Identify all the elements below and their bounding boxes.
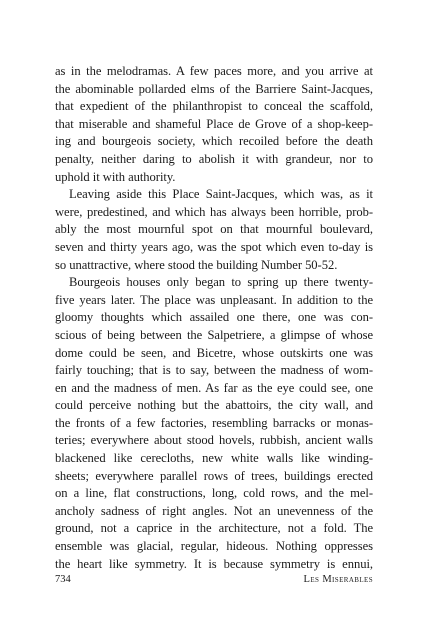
text-line: ground, not a caprice in the architecture, not a fold. The <box>55 521 373 536</box>
text-line: seven and thirty years ago, was the spot which even to-day is <box>55 239 373 254</box>
text-line: the fronts of a few factories, resembling barracks or monas- <box>55 415 373 430</box>
text-line: as in the melodramas. A few paces more, and you arrive at <box>55 64 373 78</box>
text-line: dome could be seen, and Bicetre, whose outskirts one was <box>55 345 373 360</box>
text-line: ing and bourgeois society, which recoiled before the death <box>55 134 373 149</box>
text-line: blackened like cerecloths, new white walls like winding- <box>55 451 373 466</box>
page-number: 734 <box>55 574 71 585</box>
text-line: en and the madness of men. As far as the eye could see, one <box>55 380 373 395</box>
text-line: five years later. The place was unpleasant. In addition to the <box>55 292 373 307</box>
text-line: on a line, flat constructions, long, cold rows, and the mel- <box>55 486 373 501</box>
page-footer <box>55 574 373 588</box>
text-line: ably the most mournful spot on that mournful boulevard, <box>55 222 373 237</box>
text-line: penalty, neither daring to abolish it with grandeur, nor to <box>55 151 373 166</box>
text-line: that miserable and shameful Place de Grove of a shop-keep- <box>55 116 373 131</box>
running-title: Les Miserables <box>303 574 373 585</box>
text-line: the abominable pollarded elms of the Barriere Saint-Jacques, <box>55 81 373 96</box>
text-line: fairly touching; that is to say, between the madness of wom- <box>55 363 373 378</box>
text-line: so unattractive, where stood the building Number 50-52. <box>55 257 338 272</box>
text-line: that expedient of the philanthropist to conceal the scaffold, <box>55 99 373 114</box>
text-line: ancholy sadness of right angles. Not an unevenness of the <box>55 503 373 518</box>
text-line: gloomy thoughts which assailed one there, one was con- <box>55 310 373 325</box>
text-line: could perceive nothing but the abattoirs, the city wall, and <box>55 398 373 413</box>
text-line: teries; everywhere about stood hovels, rubbish, ancient walls <box>55 433 373 448</box>
text-line: scious of being between the Salpetriere, a glimpse of whose <box>55 327 373 342</box>
text-line: the heart like symmetry. It is because symmetry is ennui, <box>55 556 373 571</box>
text-line: were, predestined, and which has always been horrible, prob- <box>55 204 373 219</box>
text-line: uphold it with authority. <box>55 169 176 184</box>
text-line: Bourgeois houses only began to spring up there twenty- <box>69 275 373 290</box>
text-line: ensemble was glacial, regular, hideous. Nothing oppresses <box>55 539 373 554</box>
text-line: sheets; everywhere parallel rows of trees, buildings erected <box>55 468 373 483</box>
body-text <box>55 63 373 573</box>
text-line: Leaving aside this Place Saint-Jacques, which was, as it <box>69 187 373 202</box>
